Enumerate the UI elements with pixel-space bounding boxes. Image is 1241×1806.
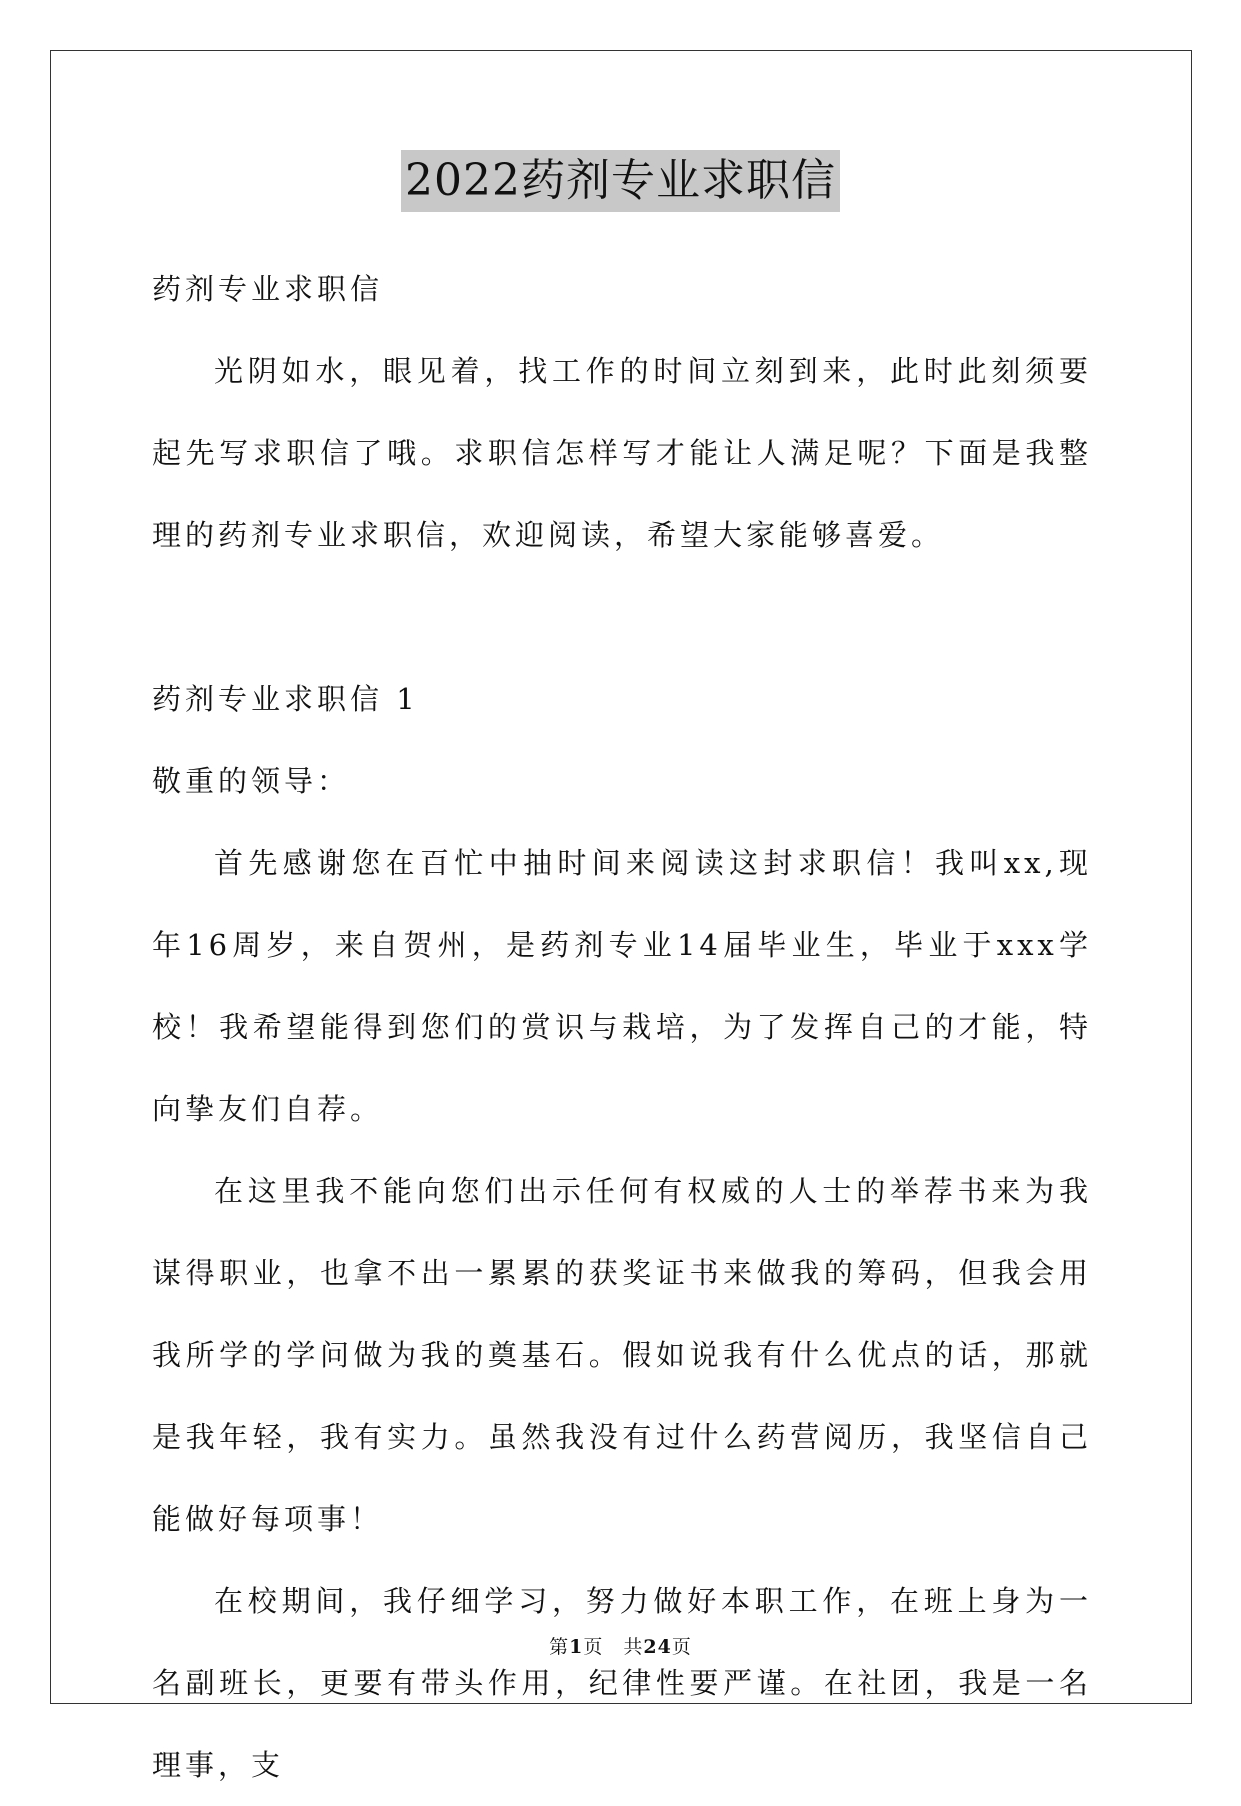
- body-paragraph-3: 在校期间，我仔细学习，努力做好本职工作，在班上身为一名副班长，更要有带头作用，纪律性要严谨。在社团，我是一名理事，支: [152, 1584, 1092, 1782]
- blank-line: [152, 576, 1092, 658]
- section-heading: 药剂专业求职信 1: [152, 682, 419, 716]
- page-footer: [0, 1632, 1241, 1659]
- document-subtitle: 药剂专业求职信: [152, 272, 384, 306]
- current-page-number: 1: [569, 1636, 584, 1658]
- document-body: [152, 248, 1092, 1806]
- body-paragraph-2: 在这里我不能向您们出示任何有权威的人士的举荐书来为我谋得职业，也拿不出一累累的获奖证书来做我的筹码，但我会用我所学的学问做为我的奠基石。假如说我有什么优点的话，那就是我年轻，我有实力。虽然我没有过什么药营阅历，我坚信自己能做好每项事！: [152, 1174, 1092, 1536]
- document-title: 2022药剂专业求职信: [401, 150, 840, 212]
- title-container: [0, 150, 1241, 212]
- salutation: 敬重的领导：: [152, 764, 351, 798]
- intro-paragraph: 光阴如水，眼见着，找工作的时间立刻到来，此时此刻须要起先写求职信了哦。求职信怎样写才能让人满足呢？下面是我整理的药剂专业求职信，欢迎阅读，希望大家能够喜爱。: [152, 354, 1092, 552]
- page-prefix: 第: [549, 1636, 570, 1658]
- page-mid: 页 共: [583, 1636, 644, 1658]
- page-suffix: 页: [671, 1636, 692, 1658]
- body-paragraph-1: 首先感谢您在百忙中抽时间来阅读这封求职信！我叫xx,现年16周岁，来自贺州，是药剂专业14届毕业生，毕业于xxx学校！我希望能得到您们的赏识与栽培，为了发挥自己的才能，特向挚友们自荐。: [152, 846, 1092, 1126]
- total-page-number: 24: [643, 1636, 672, 1658]
